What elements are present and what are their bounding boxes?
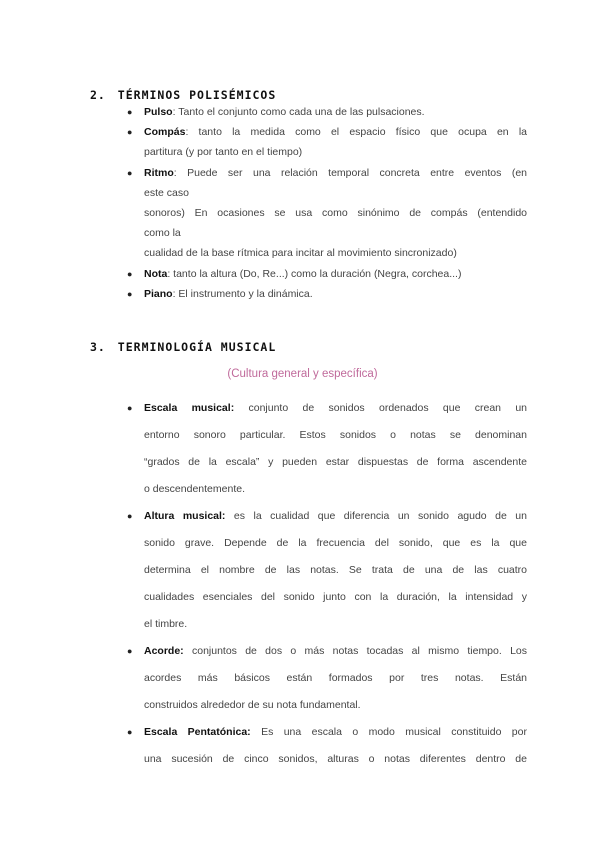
term-text: Es una escala o modo musical constituido por <box>250 726 527 738</box>
term-text: o descendentemente. <box>144 483 245 495</box>
section-3-subtitle: (Cultura general y específica) <box>227 368 378 380</box>
term-text: es la cualidad que diferencia un sonido agudo de un <box>225 510 527 522</box>
term-label: Nota <box>144 267 168 280</box>
list-item <box>125 102 527 122</box>
music-terminology-list <box>125 395 527 773</box>
term-text: como la <box>144 227 181 240</box>
term-text: partitura (y por tanto en el tiempo) <box>144 146 303 159</box>
term-text: el timbre. <box>144 618 188 630</box>
bullet-icon: ● <box>127 268 133 279</box>
section-2-heading <box>90 88 276 102</box>
term-label: Escala Pentatónica: <box>144 726 251 738</box>
section-3-number: 3. <box>90 340 106 354</box>
bullet-icon: ● <box>127 167 133 178</box>
term-label: Piano <box>144 287 173 300</box>
polysemic-terms-list <box>125 102 527 304</box>
section-3-title: TERMINOLOGÍA MUSICAL <box>117 340 277 354</box>
list-item <box>125 503 527 638</box>
term-label: Pulso <box>144 106 173 118</box>
term-text: este caso <box>144 186 189 199</box>
term-text: conjunto de sonidos ordenados que crean un <box>234 402 527 414</box>
list-item <box>125 395 527 503</box>
list-item <box>125 264 527 284</box>
term-text: entorno sonoro particular. Estos sonidos o notas se denominan <box>144 429 527 441</box>
term-label: Altura musical: <box>144 510 226 522</box>
list-item <box>125 122 527 162</box>
list-item <box>125 163 527 264</box>
bullet-icon: ● <box>127 288 133 299</box>
term-text: sonoros) En ocasiones se usa como sinónimo de compás (entendido <box>144 207 527 220</box>
section-2-number: 2. <box>90 88 106 102</box>
bullet-icon: ● <box>127 107 133 117</box>
term-text: sonido grave. Depende de la frecuencia del sonido, que es la que <box>144 537 527 549</box>
term-text: acordes más básicos están formados por tres notas. Están <box>144 672 527 684</box>
bullet-icon: ● <box>127 727 133 737</box>
term-text: : Tanto el conjunto como cada una de las pulsaciones. <box>172 106 425 118</box>
term-text: conjuntos de dos o más notas tocadas al mismo tiempo. Los <box>183 645 527 657</box>
term-text: cualidades esenciales del sonido junto con la duración, la intensidad y <box>144 591 527 603</box>
term-label: Escala musical: <box>144 402 235 414</box>
term-text: construidos alrededor de su nota fundamental. <box>144 699 361 711</box>
term-text: cualidad de la base rítmica para incitar al movimiento sincronizado) <box>144 247 457 260</box>
term-label: Acorde: <box>144 645 184 657</box>
term-text: determina el nombre de las notas. Se trata de una de las cuatro <box>144 564 527 576</box>
bullet-icon: ● <box>127 646 133 656</box>
term-text: una sucesión de cinco sonidos, alturas o notas diferentes dentro de <box>144 753 527 765</box>
term-text: : tanto la altura (Do, Re...) como la duración (Negra, corchea...) <box>167 267 462 280</box>
section-3-heading <box>90 340 276 354</box>
bullet-icon: ● <box>127 403 133 413</box>
term-text: : tanto la medida como el espacio físico que ocupa en la <box>185 126 527 139</box>
term-label: Ritmo <box>144 166 174 179</box>
bullet-icon: ● <box>127 511 133 521</box>
section-2-title: TÉRMINOS POLISÉMICOS <box>117 88 277 102</box>
term-text: : El instrumento y la dinámica. <box>172 287 313 300</box>
term-text: “grados de la escala” y pueden estar dispuestas de forma ascendente <box>144 456 527 468</box>
list-item <box>125 284 527 304</box>
term-label: Compás <box>144 126 186 139</box>
term-text: : Puede ser una relación temporal concreta entre eventos (en <box>173 166 527 179</box>
list-item <box>125 638 527 719</box>
list-item <box>125 719 527 773</box>
bullet-icon: ● <box>127 127 133 138</box>
